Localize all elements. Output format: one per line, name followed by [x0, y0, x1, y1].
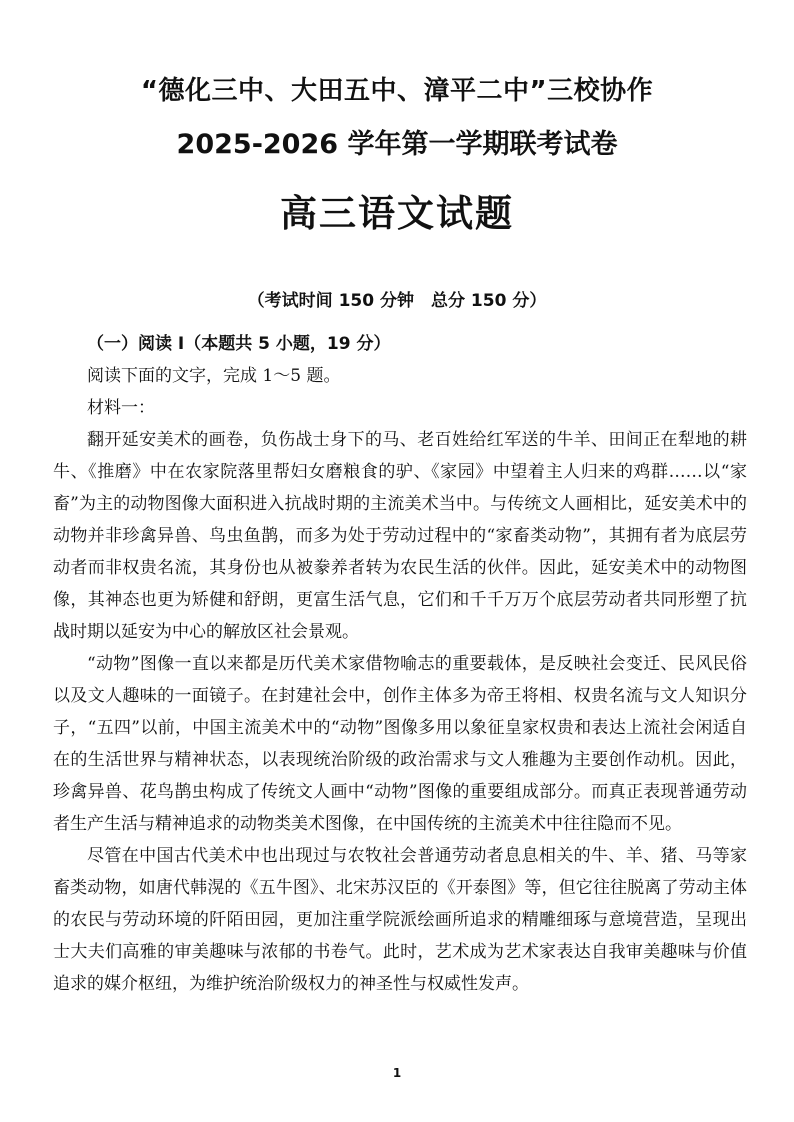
- paragraph: 翻开延安美术的画卷，负伤战士身下的马、老百姓给红军送的牛羊、田间正在犁地的耕牛、《推磨》中在农家院落里帮妇女磨粮食的驴、《家园》中望着主人归来的鸡群……以“家畜”为主的动物图像大面积进入抗战时期的主流美术当中。与传统文人画相比，延安美术中的动物并非珍禽异兽、鸟虫鱼鹊，而多为处于劳动过程中的“家畜类动物”，其拥有者为底层劳动者而非权贵名流，其身份也从被豢养者转为农民生活的伙伴。因此，延安美术中的动物图像，其神态也更为矫健和舒朗，更富生活气息，它们和千千万万个底层劳动者共同形塑了抗战时期以延安为中心的解放区社会景观。: [53, 430, 747, 642]
- exam-title: 2025-2026 学年第一学期联考试卷: [176, 129, 618, 160]
- material-label: 材料一：: [87, 398, 155, 418]
- exam-info: （考试时间 150 分钟 总分 150 分）: [247, 291, 547, 311]
- school-collaboration-title: “德化三中、大田五中、漳平二中”三校协作: [140, 76, 654, 106]
- section-heading: （一）阅读 I（本题共 5 小题，19 分）: [87, 334, 391, 354]
- paragraph: “动物”图像一直以来都是历代美术家借物喻志的重要载体，是反映社会变迁、民风民俗以及文人趣味的一面镜子。在封建社会中，创作主体多为帝王将相、权贵名流与文人知识分子，“五四”以前，中国主流美术中的“动物”图像多用以象征皇家权贵和表达上流社会闲适自在的生活世界与精神状态，以表现统治阶级的政治需求与文人雅趣为主要创作动机。因此，珍禽异兽、花鸟鹊虫构成了传统文人画中“动物”图像的重要组成部分。而真正表现普通劳动者生产生活与精神追求的动物类美术图像，在中国传统的主流美术中往往隐而不见。: [53, 654, 747, 834]
- section-instruction: 阅读下面的文字，完成 1～5 题。: [87, 366, 341, 386]
- paragraph: 尽管在中国古代美术中也出现过与农牧社会普通劳动者息息相关的牛、羊、猪、马等家畜类动物，如唐代韩滉的《五牛图》、北宋苏汉臣的《开泰图》等，但它往往脱离了劳动主体的农民与劳动环境的阡陌田园，更加注重学院派绘画所追求的精雕细琢与意境营造，呈现出士大夫们高雅的审美趣味与浓郁的书卷气。此时，艺术成为艺术家表达自我审美趣味与价值追求的媒介枢纽，为维护统治阶级权力的神圣性与权威性发声。: [53, 846, 747, 994]
- page-number: 1: [392, 1066, 402, 1080]
- subject-title: 高三语文试题: [280, 192, 514, 235]
- exam-body: [53, 328, 747, 1000]
